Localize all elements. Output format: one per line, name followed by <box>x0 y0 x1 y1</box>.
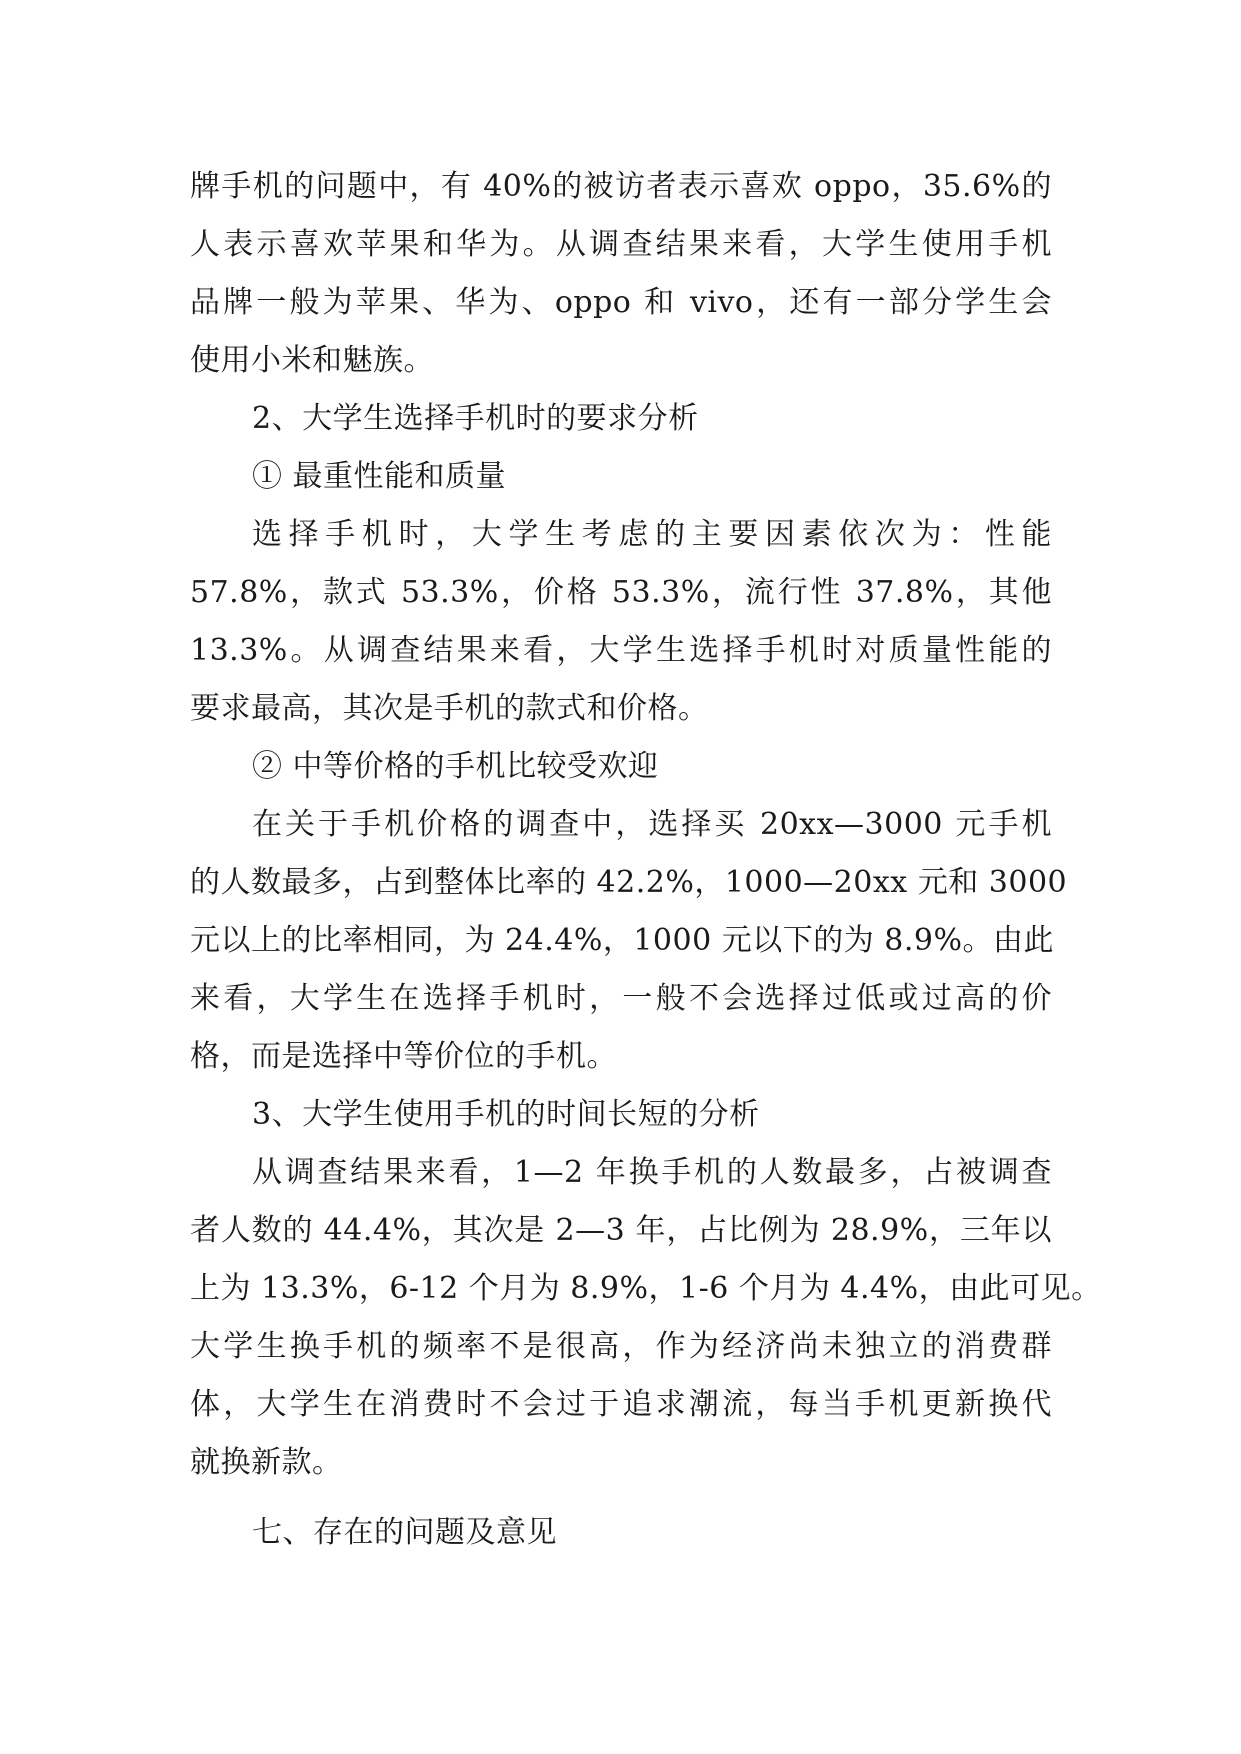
text-line: 品牌一般为苹果、华为、oppo 和 vivo，还有一部分学生会 <box>190 285 1052 320</box>
text-line: 体，大学生在消费时不会过于追求潮流，每当手机更新换代 <box>190 1387 1052 1422</box>
text-line: 者人数的 44.4%，其次是 2—3 年，占比例为 28.9%，三年以 <box>190 1213 1052 1248</box>
text-line: 选择手机时，大学生考虑的主要因素依次为：性能 <box>252 517 1052 552</box>
section-heading-2: 2、大学生选择手机时的要求分析 <box>252 401 699 436</box>
text-line: 要求最高，其次是手机的款式和价格。 <box>190 691 709 726</box>
text-line: 从调查结果来看，1—2 年换手机的人数最多，占被调查 <box>252 1155 1052 1190</box>
subheading-1: ① 最重性能和质量 <box>252 459 507 494</box>
text-line: 57.8%，款式 53.3%，价格 53.3%，流行性 37.8%，其他 <box>190 575 1052 610</box>
text-line: 使用小米和魅族。 <box>190 343 434 378</box>
text-line: 的人数最多，占到整体比率的 42.2%，1000—20xx 元和 3000 <box>190 865 1068 900</box>
text-line: 就换新款。 <box>190 1445 343 1480</box>
text-line: 牌手机的问题中，有 40%的被访者表示喜欢 oppo，35.6%的 <box>190 169 1052 204</box>
text-line: 在关于手机价格的调查中，选择买 20xx—3000 元手机 <box>252 807 1052 842</box>
section-heading-7: 七、存在的问题及意见 <box>252 1515 557 1550</box>
document-page <box>190 158 1102 1562</box>
text-line: 13.3%。从调查结果来看，大学生选择手机时对质量性能的 <box>190 633 1052 668</box>
section-heading-3: 3、大学生使用手机的时间长短的分析 <box>252 1097 760 1132</box>
text-line: 大学生换手机的频率不是很高，作为经济尚未独立的消费群 <box>190 1329 1052 1364</box>
text-line: 元以上的比率相同，为 24.4%，1000 元以下的为 8.9%。由此 <box>190 923 1054 958</box>
subheading-2: ② 中等价格的手机比较受欢迎 <box>252 749 659 784</box>
text-line: 上为 13.3%，6-12 个月为 8.9%，1-6 个月为 4.4%，由此可见。 <box>190 1271 1102 1306</box>
text-line: 格，而是选择中等价位的手机。 <box>190 1039 617 1074</box>
text-line: 来看，大学生在选择手机时，一般不会选择过低或过高的价 <box>190 981 1052 1016</box>
text-line: 人表示喜欢苹果和华为。从调查结果来看，大学生使用手机 <box>190 227 1052 262</box>
